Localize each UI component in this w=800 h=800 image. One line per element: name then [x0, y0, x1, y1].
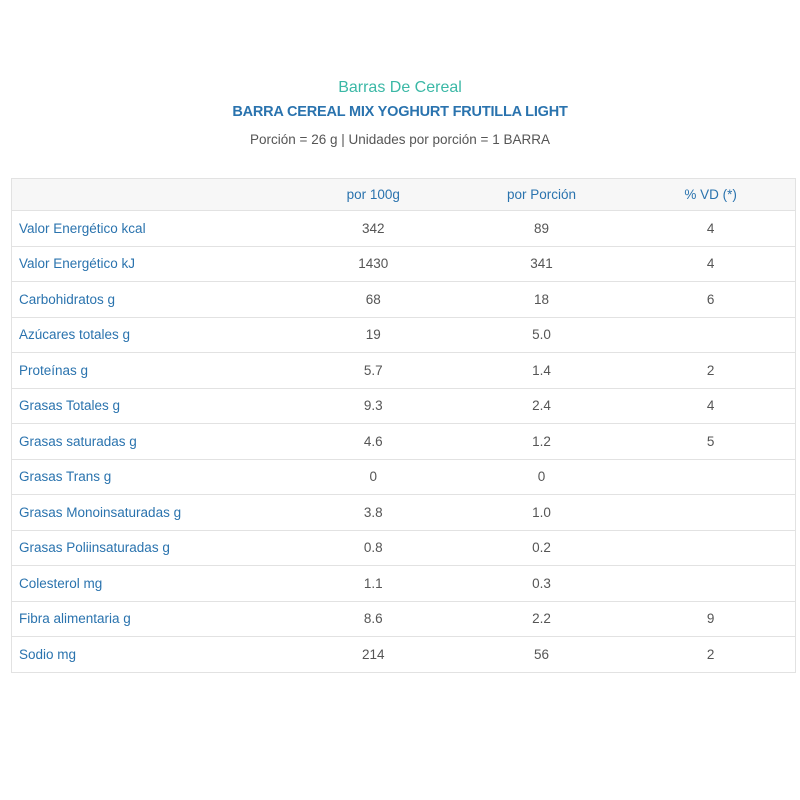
daily-value-cell	[626, 317, 795, 353]
nutrient-name-cell: Fibra alimentaria g	[12, 601, 290, 637]
daily-value-cell: 2	[626, 353, 795, 389]
table-row	[12, 353, 796, 389]
table-body	[12, 211, 796, 673]
table-row	[12, 495, 796, 531]
table-row	[12, 601, 796, 637]
table-row	[12, 566, 796, 602]
daily-value-cell	[626, 530, 795, 566]
table-row	[12, 388, 796, 424]
per-portion-cell: 1.0	[457, 495, 626, 531]
per-100g-cell: 1.1	[290, 566, 457, 602]
per-100g-cell: 0.8	[290, 530, 457, 566]
daily-value-cell	[626, 495, 795, 531]
portion-info: Porción = 26 g | Unidades por porción = 1 BARRA	[250, 132, 550, 147]
table-row	[12, 246, 796, 282]
nutrient-name-cell: Sodio mg	[12, 637, 290, 673]
nutrient-name-cell: Valor Energético kcal	[12, 211, 290, 247]
table-row	[12, 424, 796, 460]
column-header-daily-value: % VD (*)	[626, 179, 795, 211]
daily-value-cell: 5	[626, 424, 795, 460]
nutrition-table	[11, 178, 796, 673]
per-portion-cell: 2.4	[457, 388, 626, 424]
table-row	[12, 459, 796, 495]
table-row	[12, 530, 796, 566]
product-title: BARRA CEREAL MIX YOGHURT FRUTILLA LIGHT	[232, 104, 568, 120]
category-title: Barras De Cereal	[338, 79, 462, 96]
per-portion-cell: 2.2	[457, 601, 626, 637]
table-header-row	[12, 179, 796, 211]
daily-value-cell	[626, 566, 795, 602]
nutrient-name-cell: Grasas saturadas g	[12, 424, 290, 460]
nutrient-name-cell: Valor Energético kJ	[12, 246, 290, 282]
column-header-per-portion: por Porción	[457, 179, 626, 211]
per-portion-cell: 1.4	[457, 353, 626, 389]
per-portion-cell: 0.2	[457, 530, 626, 566]
nutrient-name-cell: Grasas Poliinsaturadas g	[12, 530, 290, 566]
nutrient-name-cell: Grasas Monoinsaturadas g	[12, 495, 290, 531]
per-portion-cell: 18	[457, 282, 626, 318]
nutrient-name-cell: Proteínas g	[12, 353, 290, 389]
per-100g-cell: 342	[290, 211, 457, 247]
daily-value-cell: 9	[626, 601, 795, 637]
table-row	[12, 637, 796, 673]
nutrient-name-cell: Grasas Trans g	[12, 459, 290, 495]
per-100g-cell: 19	[290, 317, 457, 353]
per-portion-cell: 0.3	[457, 566, 626, 602]
nutrient-name-cell: Carbohidratos g	[12, 282, 290, 318]
per-100g-cell: 8.6	[290, 601, 457, 637]
per-100g-cell: 4.6	[290, 424, 457, 460]
nutrient-name-cell: Azúcares totales g	[12, 317, 290, 353]
daily-value-cell	[626, 459, 795, 495]
daily-value-cell: 6	[626, 282, 795, 318]
nutrient-name-cell: Colesterol mg	[12, 566, 290, 602]
per-portion-cell: 1.2	[457, 424, 626, 460]
nutrient-name-cell: Grasas Totales g	[12, 388, 290, 424]
per-100g-cell: 68	[290, 282, 457, 318]
daily-value-cell: 4	[626, 246, 795, 282]
per-100g-cell: 0	[290, 459, 457, 495]
daily-value-cell: 4	[626, 211, 795, 247]
per-100g-cell: 214	[290, 637, 457, 673]
product-header	[0, 78, 800, 149]
column-header-per-100g: por 100g	[290, 179, 457, 211]
daily-value-cell: 4	[626, 388, 795, 424]
column-header-nutrient	[12, 179, 290, 211]
daily-value-cell: 2	[626, 637, 795, 673]
per-portion-cell: 341	[457, 246, 626, 282]
per-portion-cell: 56	[457, 637, 626, 673]
table-row	[12, 211, 796, 247]
per-100g-cell: 3.8	[290, 495, 457, 531]
table-row	[12, 282, 796, 318]
per-portion-cell: 89	[457, 211, 626, 247]
per-100g-cell: 1430	[290, 246, 457, 282]
per-portion-cell: 5.0	[457, 317, 626, 353]
per-100g-cell: 9.3	[290, 388, 457, 424]
table-row	[12, 317, 796, 353]
per-100g-cell: 5.7	[290, 353, 457, 389]
per-portion-cell: 0	[457, 459, 626, 495]
